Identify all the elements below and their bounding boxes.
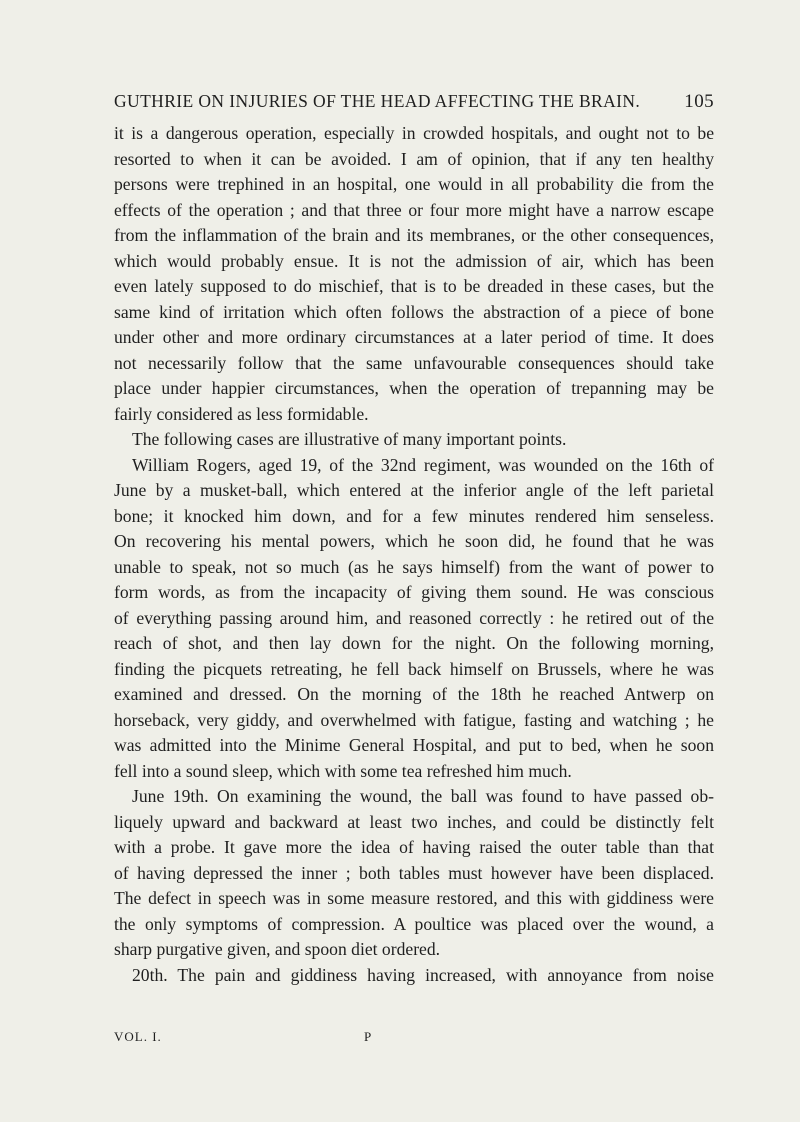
text-line: William Rogers, aged 19, of the 32nd regiment, was wounded on the 16th of	[132, 454, 714, 475]
text-line: it is a dangerous operation, especially in crowded hospitals, and ought not to be	[114, 123, 714, 143]
text-line: June 19th. On examining the wound, the ball was found to have passed ob-	[132, 786, 714, 806]
page-number: 105	[684, 91, 714, 112]
text-line: finding the picquets retreating, he fell back himself on Brussels, where he was	[114, 658, 714, 679]
running-title: GUTHRIE ON INJURIES OF THE HEAD AFFECTING THE BRAIN.	[114, 91, 641, 111]
text-line: of everything passing around him, and reasoned correctly : he retired out of the	[114, 607, 714, 628]
text-line: sharp purgative given, and spoon diet ordered.	[114, 939, 441, 959]
body-text	[114, 121, 714, 988]
text-line: June by a musket-ball, which entered at the inferior angle of the left parietal	[114, 480, 714, 500]
text-line: horseback, very giddy, and overwhelmed with fatigue, fasting and watching ; he	[114, 709, 714, 730]
text-line: resorted to when it can be avoided. I am of opinion, that if any ten healthy	[114, 148, 714, 169]
text-line: bone; it knocked him down, and for a few minutes rendered him senseless.	[114, 505, 714, 526]
text-line: of having depressed the inner ; both tables must however have been displaced.	[114, 862, 714, 883]
text-line: place under happier circumstances, when the operation of trepanning may be	[114, 378, 714, 398]
text-line: was admitted into the Minime General Hospital, and put to bed, when he soon	[114, 735, 714, 755]
text-line: The defect in speech was in some measure restored, and this with giddiness were	[114, 888, 714, 908]
text-line: 20th. The pain and giddiness having increased, with annoyance from noise	[132, 964, 714, 985]
text-line: persons were trephined in an hospital, one would in all probability die from the	[114, 174, 714, 194]
text-line: even lately supposed to do mischief, that is to be dreaded in these cases, but the	[114, 276, 714, 296]
text-line: with a probe. It gave more the idea of having raised the outer table than that	[114, 837, 714, 857]
text-line: under other and more ordinary circumstances at a later period of time. It does	[114, 327, 714, 347]
text-line: fell into a sound sleep, which with some tea refreshed him much.	[114, 760, 572, 781]
text-line: effects of the operation ; and that three or four more might have a narrow escape	[114, 199, 714, 220]
signature-mark: P	[364, 1029, 373, 1044]
text-line: unable to speak, not so much (as he says himself) from the want of power to	[114, 556, 714, 577]
text-line: On recovering his mental powers, which he soon did, he found that he was	[114, 531, 714, 551]
text-line: not necessarily follow that the same unfavourable consequences should take	[114, 352, 714, 373]
text-line: The following cases are illustrative of many important points.	[132, 429, 567, 449]
text-line: liquely upward and backward at least two inches, and could be distinctly felt	[114, 811, 714, 832]
text-line: which would probably ensue. It is not the admission of air, which has been	[114, 250, 714, 271]
text-line: the only symptoms of compression. A poultice was placed over the wound, a	[114, 913, 714, 934]
text-line: same kind of irritation which often follows the abstraction of a piece of bone	[114, 301, 714, 322]
text-line: examined and dressed. On the morning of the 18th he reached Antwerp on	[114, 684, 714, 704]
text-line: form words, as from the incapacity of giving them sound. He was conscious	[114, 582, 714, 602]
text-line: reach of shot, and then lay down for the night. On the following morning,	[114, 633, 714, 653]
text-line: fairly considered as less formidable.	[114, 403, 369, 424]
volume-label: VOL. I.	[114, 1029, 162, 1044]
text-line: from the inflammation of the brain and its membranes, or the other consequences,	[114, 225, 714, 245]
